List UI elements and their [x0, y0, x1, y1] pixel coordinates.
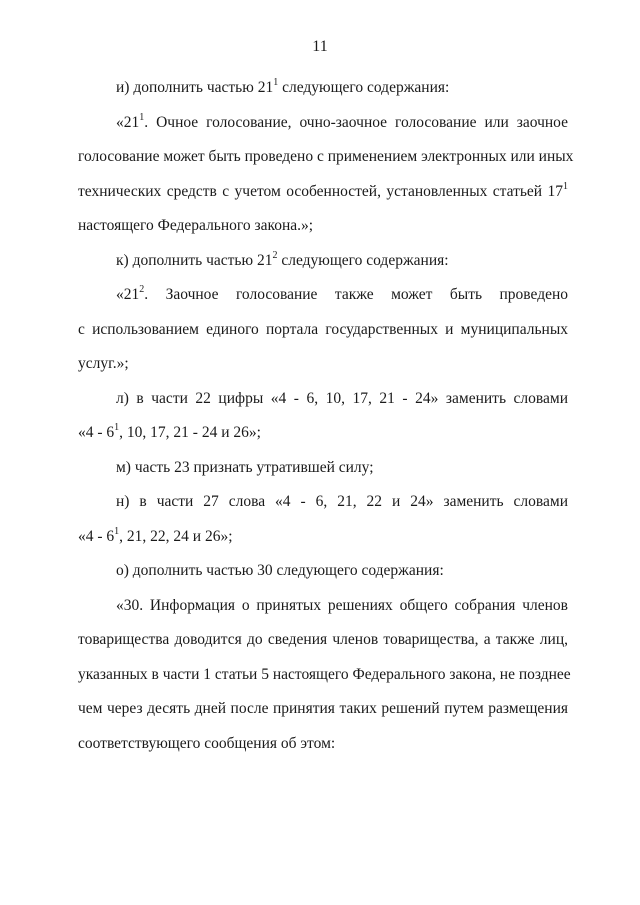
paragraph-line: соответствующего сообщения об этом: — [78, 734, 336, 752]
text-run: «4 - 6 — [78, 527, 115, 545]
paragraph-item-l — [78, 382, 568, 451]
paragraph-line: голосование может быть проведено с применением электронных или иных — [78, 148, 574, 165]
superscript: 2 — [139, 284, 145, 295]
paragraph-item-o — [78, 554, 568, 589]
paragraph-line: указанных в части 1 статьи 5 настоящего Федерального закона, не позднее — [78, 665, 571, 683]
superscript: 1 — [273, 77, 279, 88]
superscript: 2 — [272, 249, 278, 261]
superscript: 1 — [114, 422, 120, 433]
text-run: «21 — [116, 286, 140, 303]
paragraph-line: л) в части 22 цифры «4 - 6, 10, 17, 21 - 24» заменить словами — [116, 389, 568, 407]
paragraph-line — [78, 71, 568, 106]
text-run: следующего содержания: — [277, 251, 449, 269]
paragraph-line: товарищества доводится до сведения членов товарищества, а также лиц, — [78, 631, 568, 648]
paragraph-line — [78, 106, 568, 141]
text-run: . Очное голосование, очно-заочное голосование или заочное — [144, 113, 568, 131]
superscript: 1 — [139, 111, 145, 123]
text-run: . Заочное голосование также может быть проведено — [144, 286, 568, 303]
quoted-text-30 — [78, 589, 571, 762]
paragraph-line: «30. Информация о принятых решениях общего собрания членов — [116, 596, 568, 614]
quoted-text-21-1 — [78, 106, 574, 244]
paragraph-line: услуг.»; — [78, 355, 129, 372]
paragraph-item-m — [78, 451, 568, 486]
document-body — [78, 71, 574, 761]
superscript: 1 — [114, 525, 120, 537]
text-run: , 21, 22, 24 и 26»; — [119, 527, 233, 545]
text-run: следующего содержания: — [278, 79, 450, 96]
text-run: «4 - 6 — [78, 424, 115, 441]
page-number: 11 — [312, 38, 328, 55]
text-run: и) дополнить частью 21 — [116, 79, 274, 96]
text-run: технических средств с учетом особенностей, установленных статьей 17 — [78, 182, 563, 200]
paragraph-line — [78, 175, 568, 210]
paragraph-item-i — [78, 71, 568, 106]
text-run: «21 — [116, 113, 140, 131]
paragraph-line: о) дополнить частью 30 следующего содержания: — [116, 562, 444, 579]
text-run: , 10, 17, 21 - 24 и 26»; — [119, 424, 261, 441]
paragraph-line — [78, 520, 568, 555]
quoted-text-21-2 — [78, 278, 568, 382]
paragraph-item-n — [78, 485, 568, 554]
paragraph-line: м) часть 23 признать утратившей силу; — [116, 458, 374, 476]
paragraph-line: настоящего Федерального закона.»; — [78, 217, 314, 234]
paragraph-line: с использованием единого портала государственных и муниципальных — [78, 320, 568, 338]
paragraph-line — [78, 244, 568, 279]
paragraph-line — [78, 278, 568, 313]
paragraph-item-k — [78, 244, 568, 279]
superscript: 1 — [563, 180, 568, 192]
paragraph-line — [78, 416, 568, 451]
text-run: к) дополнить частью 21 — [116, 251, 273, 269]
paragraph-line: чем через десять дней после принятия таких решений путем размещения — [78, 700, 568, 717]
paragraph-line: н) в части 27 слова «4 - 6, 21, 22 и 24» заменить словами — [116, 493, 568, 510]
